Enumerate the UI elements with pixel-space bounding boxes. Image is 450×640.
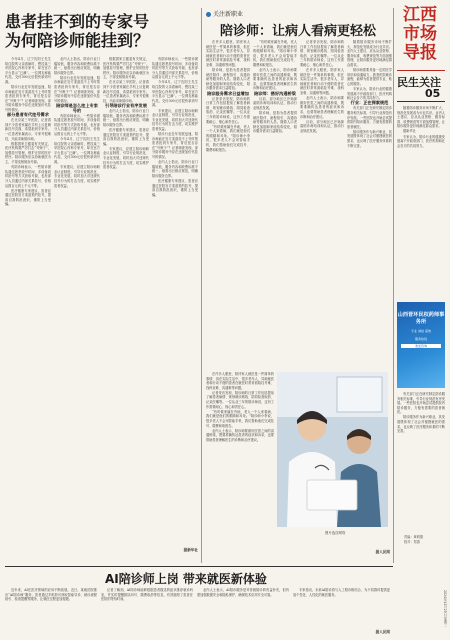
left-column-4	[152, 57, 198, 562]
paragraph: 专家指出，未来AI陪诊将与人工陪诊相结合，为不同群体提供更加个性化、人性化的就医服务。	[293, 588, 390, 597]
page-number: 05	[425, 87, 441, 100]
paragraph: 专家建议，应建立陪诊师职业认证制度，引导行业规范化、专业化发展，同时加大对违规代挂号行为的打击力度，切实维护患者权益。	[152, 108, 198, 131]
right-column-3	[300, 40, 344, 365]
paragraph: 有陪诊师表示，一些陪诊团队通过熟悉放号时间、多设备同时抢号等方式获取号源，也有部分人员通过内部关系挂号，价格从数百元到上千元不等。	[54, 113, 100, 136]
paragraph: 陪诊行业近年发展迅速，陪诊师能在官方渠道挂不上号时帮患者抢到专家号，背后是否存在“号贩子”？记者调查发现，部分陪诊服务中存在违规加价代挂号的情况。	[54, 75, 100, 103]
bottom-column-4	[293, 588, 390, 630]
subhead: 陪诊服务需求日益增加	[207, 90, 249, 96]
paragraph: 在北京某三甲医院，记者看到不少患者家属在手机上反复刷新挂号页面，希望抢到专家号。一位患者家属表示，专家号很难挂，只能求助陪诊师。	[103, 80, 149, 103]
paragraph: 今年4月，辽宁沈阳王先生给住院的父亲看病时，想挂某三甲医院心内科专家号，却在官方平台显示“已满”。一位网友称能代挂，交付300元后很快拿到号源。	[152, 80, 198, 108]
left-column-2	[54, 57, 100, 562]
paragraph: 根据国家卫健委有关规定，医疗机构要严厉打击“号贩子”，加强挂号管理，维护正常的医疗秩序。陪诊服务应以协助就医为主，不得变相倒卖号源。	[103, 57, 149, 80]
paragraph: 有陪诊师表示，一些陪诊团队通过熟悉放号时间、多设备同时抢号等方式获取号源，也有部分人员通过内部关系挂号，价格从数百元到上千元不等。	[152, 57, 198, 80]
right-author: 据人民网	[375, 550, 390, 554]
paragraph: “有时候家属在外地，老人一个人来看病，我们就是他们的眼睛和耳朵。”陪诊师小李说，很多老人不会用智能手机，我们帮助他们完成挂号、缴费和取报告。	[206, 124, 250, 152]
paragraph: 陪诊师，是指为患者提供就医陪伴、流程指引、沟通协助等服务的人员。随着人口老龄化加剧和家庭结构变化，陪诊服务需求日益增加。	[253, 110, 297, 134]
paragraph: 专家建议，应建立陪诊师职业认证制度，引导行业规范化、专业化发展，同时加大对违规代挂号行为的打击力度，切实维护患者权益。	[103, 146, 149, 170]
right-lower-column	[206, 372, 274, 562]
editor-info	[404, 535, 423, 545]
masthead-rule	[397, 70, 445, 71]
bottom-column-2	[101, 588, 193, 636]
paragraph: 医疗健康专家建议，患者应通过医院官方渠道预约挂号，提高自我防范意识，谨防上当受骗。	[152, 178, 198, 197]
section-name: 民生关注	[397, 76, 441, 89]
photo-caption: 图片选自网络	[325, 531, 346, 535]
paragraph: 在许多人眼里，陪伴家人就医是一件简单的事情，但在实际生活中，很多老年人、异地就医者和行动不便的患者在就医时常常面临挂号难、找科室难、沟通难等问题。	[206, 372, 274, 390]
bottom-author: 据人民网	[375, 630, 390, 634]
paragraph: 业内人士表示，陪诊师要做好医患之间的沟通桥梁，既要准确传达患者的症状和诉求，也要帮助患者理解医生的诊断和治疗建议。	[206, 428, 274, 442]
sidebar-column-1	[347, 40, 392, 365]
bullet-icon	[206, 12, 211, 17]
bottom-headline: AI陪诊师上岗 带来就医新体验	[105, 572, 267, 586]
paragraph: 今年4月，辽宁沈阳王先生给住院的父亲看病时，想挂某三甲医院心内科专家号，却在官方平台显示“已满”。一位网友称能代挂，交付300元后很快拿到号源。	[5, 57, 51, 84]
paragraph: 在许多人眼里，陪伴家人就医是一件简单的事情，但在实际生活中，很多老年人、异地就医者和行动不便的患者在就医时常常面临挂号难、找科室难、沟通难等问题。	[206, 40, 250, 67]
right-column-2	[253, 40, 297, 365]
sidebar-column-3	[397, 392, 445, 532]
ad-banner[interactable]	[397, 302, 445, 388]
paragraph: 专家认为，陪诊行业的健康发展离不开政府部门、医疗机构和社会各方的共同努力。	[397, 134, 445, 148]
left-column-3	[103, 57, 149, 562]
paragraph: 今年4月，辽宁沈阳王先生给住院的父亲看病时，想挂某三甲医院心内科专家号，却在官方平台显示“已满”。一位网友称能代挂，交付300元后很快拿到号源。	[54, 137, 100, 165]
paragraph: 随着陪诊服务市场不断扩大，规范化发展成为行业共识。业内人士建议，应从从业资格、服务标准、收费规范等方面加强管理，让陪诊服务更好地满足群众需求。	[347, 40, 392, 67]
paragraph: 有陪诊师表示，一些陪诊团队通过熟悉放号时间、多设备同时抢号等方式获取号源，也有部分人员通过内部关系挂号，价格从数百元到上千元不等。	[5, 165, 51, 188]
paragraph: 业内人士表示，AI陪诊服务是对传统陪诊的有益补充，但仍需加强数据安全和隐私保护，确保技术应用安全可靠。	[197, 588, 289, 597]
bottom-column-1	[5, 588, 97, 636]
paragraph: 记者采访发现，陪诊师的日常工作包括提前了解患者病情、规划就诊路线、陪同检查取药、记录医嘱等。一位从业三年的陪诊师说，这份工作需要耐心、细心和责任心。	[206, 390, 274, 409]
subhead: 行业：正在探索规范	[350, 100, 389, 106]
subhead: 引导陪诊行业有序发展	[105, 102, 147, 108]
bottom-column-3	[197, 588, 289, 636]
paragraph: 随着陪诊服务市场不断扩大，规范化发展成为行业共识。业内人士建议，应从从业资格、服务标准、收费规范等方面加强管理，让陪诊服务更好地满足群众需求。	[397, 106, 445, 129]
column-divider	[393, 8, 394, 563]
paragraph: 根据国家卫健委有关规定，医疗机构要严厉打击“号贩子”，加强挂号管理，维护正常的医疗秩序。陪诊服务应以协助就医为主，不得变相倒卖号源。	[5, 141, 51, 165]
paragraph: 陪诊服务作为新兴职业，其发展既体现了社会对便捷就医的需求，也反映了医疗服务体系的不断完善。	[397, 415, 445, 434]
ad-title: 山西晋环民权药师事务所	[397, 312, 445, 325]
kicker-label: 关注新职业	[213, 11, 244, 18]
kicker	[206, 9, 243, 18]
bottom-rule	[5, 566, 393, 567]
photo-illustration	[277, 372, 388, 527]
paragraph: 在北京某三甲医院，记者看到不少患者家属在手机上反复刷新挂号页面，希望抢到专家号。一位患者家属表示，专家号很难挂，只能求助陪诊师。	[5, 118, 51, 141]
paragraph: “有时候家属在外地，老人一个人来看病，我们就是他们的眼睛和耳朵。”陪诊师小李说，很多老人不会用智能手机，我们帮助他们完成挂号、缴费和取报告。	[206, 409, 274, 428]
paragraph: 业内人士指出，陪诊行业门槛较低，服务内容和收费标准不统一，亟需出台相应规范，明确陪诊服务边界。	[54, 57, 100, 75]
paragraph: 陪诊师，是指为患者提供就医陪伴、流程指引、沟通协助等服务的人员。随着人口老龄化加剧和家庭结构变化，陪诊服务需求日益增加。	[206, 68, 250, 91]
left-column-1	[5, 57, 51, 562]
section-rule	[397, 101, 445, 102]
paragraph: 有关部门正在研究制定陪诊服务相关标准，引导行业规范有序发展。一些医院也开始尝试提供院内陪诊服务，方便有需要的患者就医。	[347, 106, 392, 129]
paragraph: 陪诊行业近年发展迅速，陪诊师能在官方渠道挂不上号时帮患者抢到专家号，背后是否存在“号贩子”？记者调查发现，部分陪诊服务中存在违规加价代挂号的情况。	[5, 85, 51, 113]
doctor-consultation-photo	[277, 372, 388, 527]
ad-button[interactable]: 欢迎咨询	[401, 344, 441, 348]
ad-line: 服务热线	[414, 337, 427, 341]
editor-name: 责编：黄明德	[404, 535, 424, 539]
paragraph: 在许多人眼里，陪伴家人就医是一件简单的事情，但在实际生活中，很多老年人、异地就医者和行动不便的患者在就医时常常面临挂号难、找科室难、沟通难等问题。	[300, 68, 344, 96]
paragraph: 近年来，AI在医疗领域的应用不断拓展。近日，某地医院推出“AI陪诊师”服务，患者通过手机即可获取智能导诊、就诊流程指引、检查提醒等服务，让就医过程更加便捷。	[5, 588, 97, 602]
paragraph: 业内人士表示，陪诊师要做好医患之间的沟通桥梁，既要准确传达患者的症状和诉求，也要帮助患者理解医生的诊断和治疗建议。	[253, 68, 297, 91]
paragraph: 医疗健康专家建议，患者应通过医院官方渠道预约挂号，提高自我防范意识，谨防上当受骗。	[5, 188, 51, 207]
paragraph: 陪诊服务作为新兴职业，其发展既体现了社会对便捷就医的需求，也反映了医疗服务体系的不断完善。	[347, 129, 392, 148]
right-headline: 陪诊师：让病人看病更轻松	[220, 24, 377, 39]
paragraph: 记者采访发现，陪诊师的日常工作包括提前了解患者病情、规划就诊路线、陪同检查取药、记录医嘱等。一位从业三年的陪诊师说，这份工作需要耐心、细心和责任心。	[206, 96, 250, 124]
masthead-title: 江西市场导报	[403, 5, 437, 63]
left-headline: 患者挂不到的专家号 为何陪诊师能挂到？	[5, 12, 150, 50]
right-column-1	[206, 40, 250, 365]
paragraph: 业内人士指出，陪诊行业门槛较低，服务内容和收费标准不统一，亟需出台相应规范，明确陪诊服务边界。	[103, 109, 149, 127]
subhead: 部分患者有代挂号需求	[7, 112, 49, 118]
paragraph: 业内人士指出，陪诊行业门槛较低，服务内容和收费标准不统一，亟需出台相应规范，明确陪诊服务边界。	[152, 160, 198, 178]
paragraph: 陪诊师需要具备一定的医学常识和沟通能力，熟悉医院就诊流程，能够为患者提供专业、贴心的服务。	[347, 68, 392, 86]
paragraph: 专家建议，应建立陪诊师职业认证制度，引导行业规范化、专业化发展，同时加大对违规代挂号行为的打击力度，切实维护患者权益。	[54, 165, 100, 188]
column-divider	[201, 8, 202, 563]
paragraph: 目前，部分地区已开始探索陪诊师培训和认证，推动行业规范发展。	[253, 96, 297, 110]
left-author: 据新华社	[183, 548, 198, 552]
subhead: 陪诊师是怎么挂上专家号的	[56, 102, 98, 113]
paragraph: 目前，部分地区已开始探索陪诊师培训和认证，推动行业规范发展。	[300, 119, 344, 133]
paragraph: 有关部门正在研究制定陪诊服务相关标准，引导行业规范有序发展。一些医院也开始尝试提供院内陪诊服务，方便有需要的患者就医。	[397, 392, 445, 415]
paragraph: 记者采访发现，陪诊师的日常工作包括提前了解患者病情、规划就诊路线、陪同检查取药、记录医嘱等。一位从业三年的陪诊师说，这份工作需要耐心、细心和责任心。	[300, 40, 344, 67]
paragraph: 陪诊行业近年发展迅速，陪诊师能在官方渠道挂不上号时帮患者抢到专家号，背后是否存在“号贩子”？记者调查发现，部分陪诊服务中存在违规加价代挂号的情况。	[152, 132, 198, 159]
paragraph: 医疗健康专家建议，患者应通过医院官方渠道预约挂号，提高自我防范意识，谨防上当受骗。	[103, 127, 149, 146]
sidebar-column-2	[397, 106, 445, 298]
paragraph: 据新华社	[403, 129, 416, 134]
paragraph: 记者了解到，AI陪诊师能够根据患者描述的症状推荐就诊科室，并实时提醒排队叫号、缴费取药等信息，有效缩短了患者在医院的等待时间。	[101, 588, 193, 602]
paragraph: “有时候家属在外地，老人一个人来看病，我们就是他们的眼睛和耳朵。”陪诊师小李说，很多老人不会用智能手机，我们帮助他们完成挂号、缴费和取报告。	[253, 40, 297, 67]
paragraph: 业内人士表示，陪诊师要做好医患之间的沟通桥梁，既要准确传达患者的症状和诉求，也要帮助患者理解医生的诊断和治疗建议。	[300, 96, 344, 119]
subhead: 陪诊师：搭好沟通桥梁	[254, 90, 296, 96]
issue-date: 2024年12月25日 星期三	[443, 590, 447, 627]
ad-line: 专业 诚信 高效	[411, 329, 431, 333]
paragraph: 专家认为，陪诊行业的健康发展离不开政府部门、医疗机构和社会各方的共同努力。	[347, 86, 392, 101]
proofreader-name: 校对：郑燕	[404, 540, 420, 544]
